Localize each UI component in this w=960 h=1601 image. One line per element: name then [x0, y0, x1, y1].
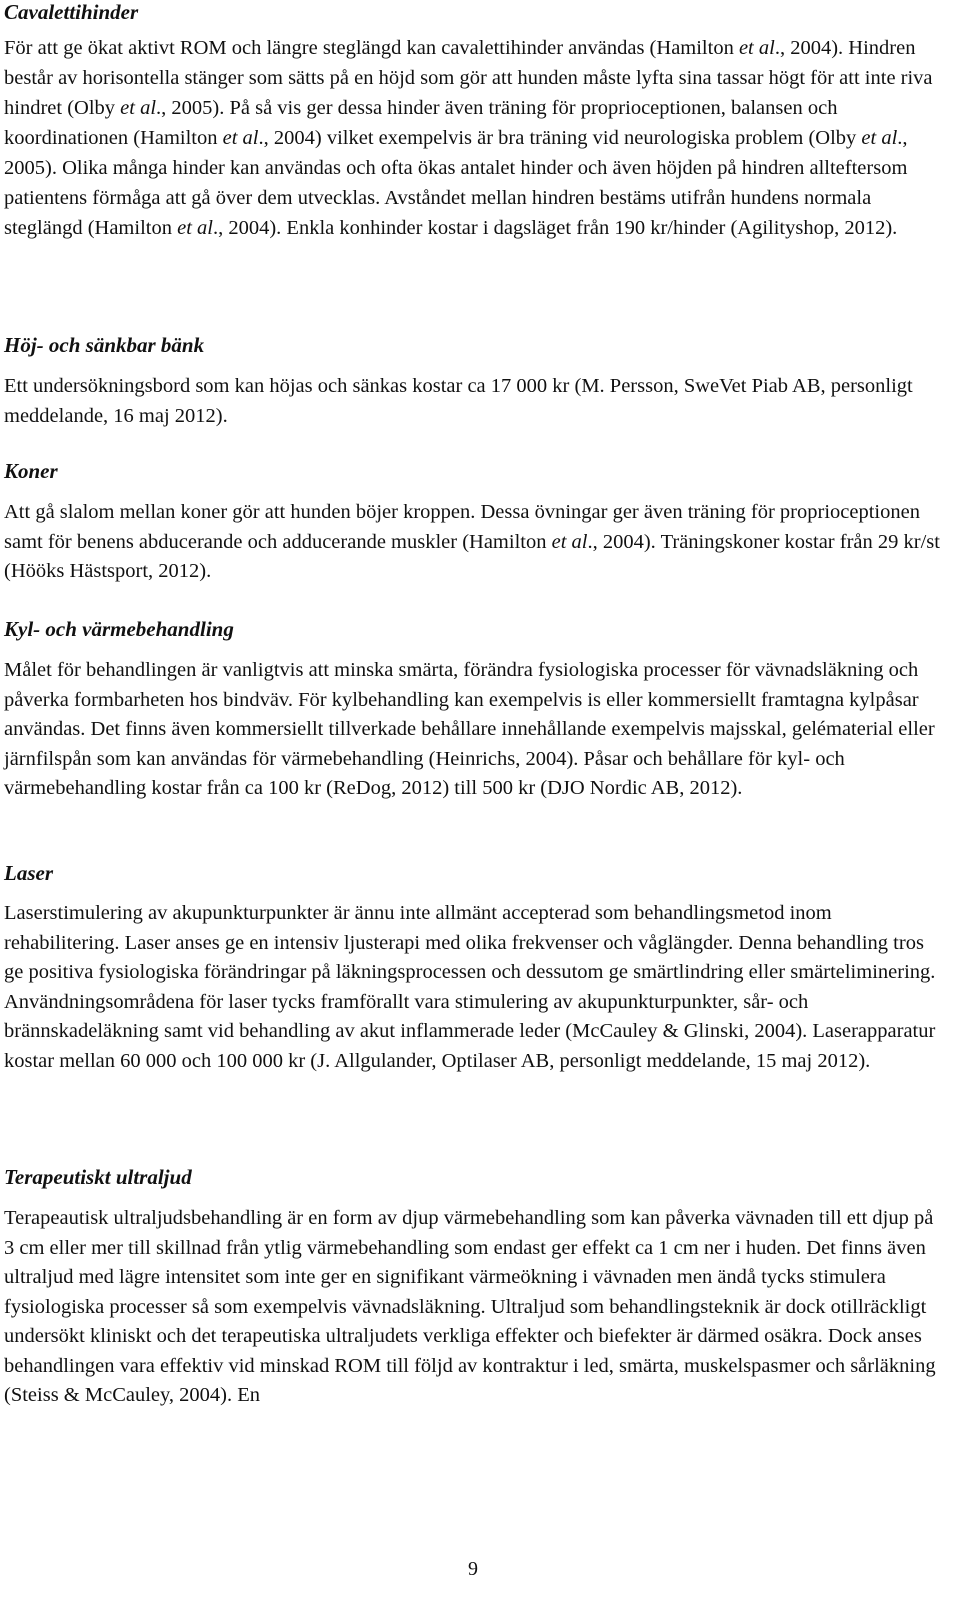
- section-heading: Koner: [4, 459, 58, 483]
- page-number: 9: [468, 1558, 478, 1580]
- section-heading: Cavalettihinder: [4, 0, 139, 24]
- section-paragraph: För att ge ökat aktivt ROM och längre steglängd kan cavalettihinder användas (Hamilton et al., 2004). Hindren består av horisontella stänger som sätts på en höjd som gör att hunden måste lyfta sina tassar högt för att inte riva hindret (Olby et al., 2005). På så vis ger dessa hinder även träning för proprioceptionen, balansen och koordinationen (Hamilton et al., 2004) vilket exempelvis är bra träning vid neurologiska problem (Olby et al., 2005). Olika många hinder kan användas och ofta ökas antalet hinder och även höjden på hindren allteftersom patientens förmåga att gå över dem utvecklas. Avståndet mellan hindren bestäms utifrån hundens normala steglängd (Hamilton et al., 2004). Enkla konhinder kostar i dagsläget från 190 kr/hinder (Agilityshop, 2012).: [4, 37, 933, 239]
- section-paragraph: Målet för behandlingen är vanligtvis att minska smärta, förändra fysiologiska processer för vävnadsläkning och påverka formbarheten hos bindväv. För kylbehandling kan exempelvis is eller kommersiellt framtagna kylpåsar användas. Det finns även kommersiellt tillverkade behållare innehållande exempelvis majsskal, gelématerial eller järnfilspån som kan användas för värmebehandling (Heinrichs, 2004). Påsar och behållare för kyl- och värmebehandling kostar från ca 100 kr (ReDog, 2012) till 500 kr (DJO Nordic AB, 2012).: [4, 659, 935, 799]
- section-cavalettihinder: [4, 0, 944, 243]
- section-kyl-och-varmebehandling: [4, 617, 944, 804]
- section-heading: Terapeutiskt ultraljud: [4, 1165, 192, 1189]
- section-koner: [4, 459, 944, 587]
- section-terapeutiskt-ultraljud: [4, 1165, 944, 1411]
- section-paragraph: Att gå slalom mellan koner gör att hunden böjer kroppen. Dessa övningar ger även träning för proprioceptionen samt för benens abducerande och adducerande muskler (Hamilton et al., 2004). Träningskoner kostar från 29 kr/st (Hööks Hästsport, 2012).: [4, 501, 940, 582]
- section-paragraph: Terapeautisk ultraljudsbehandling är en form av djup värmebehandling som kan påverka vävnaden till ett djup på 3 cm eller mer till skillnad från ytlig värmebehandling som endast ger effekt ca 1 cm ner i huden. Det finns även ultraljud med lägre intensitet som inte ger en signifikant värmeökning i vävnaden men ändå tycks stimulera fysiologiska processer så som exempelvis vävnadsläkning. Ultraljud som behandlingsteknik är dock otillräckligt undersökt kliniskt och det terapeutiska ultraljudets verkliga effekter och biefekter är därmed osäkra. Dock anses behandlingen vara effektiv vid minskad ROM till följd av kontraktur i led, smärta, muskelspasmer och sårläkning (Steiss & McCauley, 2004). En: [4, 1207, 936, 1406]
- section-laser: [4, 861, 944, 1076]
- section-heading: Kyl- och värmebehandling: [4, 617, 234, 641]
- section-paragraph: Ett undersökningsbord som kan höjas och sänkas kostar ca 17 000 kr (M. Persson, SweVet Piab AB, personligt meddelande, 16 maj 2012).: [4, 375, 913, 427]
- section-heading: Laser: [4, 861, 53, 885]
- section-heading: Höj- och sänkbar bänk: [4, 333, 205, 357]
- section-hoj-och-sankbar-bank: [4, 333, 944, 431]
- section-paragraph: Laserstimulering av akupunkturpunkter är ännu inte allmänt accepterad som behandlingsmetod inom rehabilitering. Laser anses ge en intensiv ljusterapi med olika frekvenser och våglängder. Denna behandling tros ge positiva fysiologiska förändringar på läkningsprocessen och dessutom ge smärtlindring eller smärteliminering. Användningsområdena för laser tycks framförallt vara stimulering av akupunkturpunkter, sår- och brännskadeläkning samt vid behandling av akut inflammerade leder (McCauley & Glinski, 2004). Laserapparatur kostar mellan 60 000 och 100 000 kr (J. Allgulander, Optilaser AB, personligt meddelande, 15 maj 2012).: [4, 902, 936, 1072]
